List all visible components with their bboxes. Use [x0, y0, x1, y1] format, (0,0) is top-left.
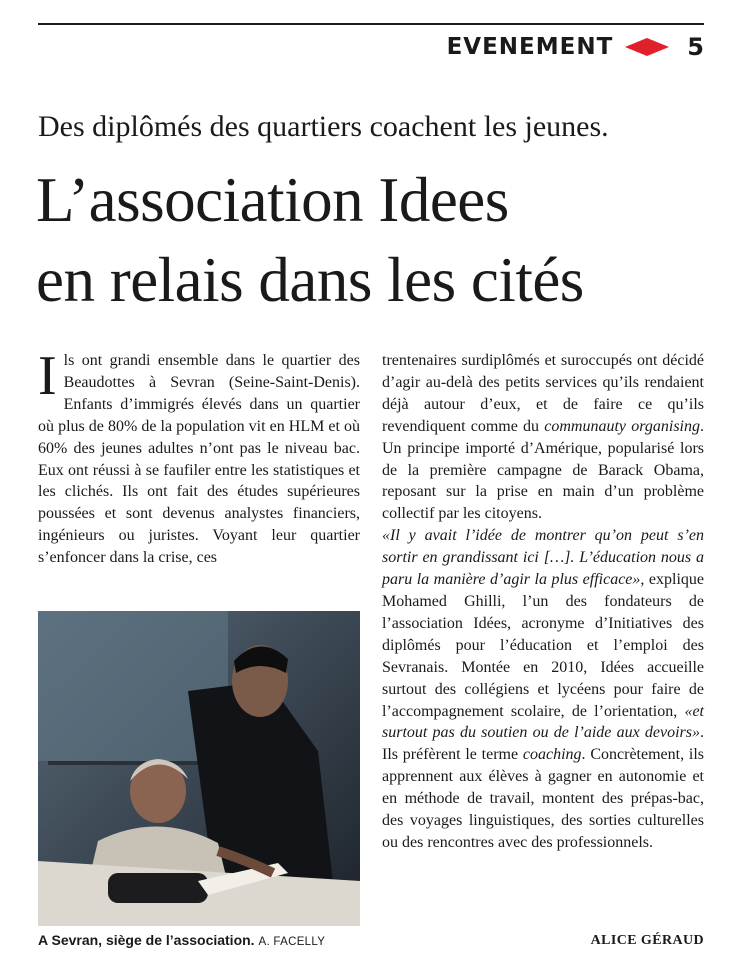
article-photo: [38, 611, 360, 926]
drop-cap: I: [38, 345, 57, 407]
caption-text: A Sevran, siège de l’association.: [38, 932, 255, 948]
section-name: EVENEMENT: [446, 34, 614, 60]
photo-caption: [38, 932, 368, 948]
quote: «et surtout pas du soutien ou de l’aide aux devoirs»: [382, 702, 704, 742]
italic-term: communauty organising: [544, 417, 700, 435]
headline-line-1: L’association Idees: [36, 165, 509, 235]
text-run: trentenaires surdiplômés et suroccupés ont décidé d’agir au-delà des petits services qu’ils rendaient déjà autour d’eux, et de faire ce qu’ils revendiquent comme du: [382, 352, 704, 435]
headline-line-2: en relais dans les cités: [36, 245, 584, 315]
section-header: [447, 32, 704, 62]
text-run: , explique Mohamed Ghilli, l’un des fondateurs de l’association Idées, acronyme d’Initiatives des diplômés pour l’éducation et l’emploi des Sevranais. Montée en 2010, Idées accueille surtout des collégiens et lycéens pour faire de l’accompagnement scolaire, de l’orientation,: [382, 571, 705, 720]
text-run: . Un principe importé d’Amérique, popularisé lors de la première campagne de Barack Obama, reposant sur la prise en main d’un problème collectif par les citoyens.: [382, 417, 704, 523]
article-kicker: Des diplômés des quartiers coachent les jeunes.: [38, 110, 609, 143]
italic-term: coaching: [522, 746, 582, 764]
page-number: 5: [687, 33, 704, 61]
column-2-paragraph-1: [382, 350, 704, 525]
top-rule: [38, 23, 704, 25]
author-byline: ALICE GÉRAUD: [590, 933, 704, 948]
quote: «Il y avait l’idée de montrer qu’on peut s’en sortir en grandissant ici […]. L’éducation nous a paru la manière d’agir la plus efficace»: [382, 527, 704, 589]
text-run: . Concrètement, ils apprennent aux élèves à gagner en autonomie et en méthode de travail, montent des prépas-bac, des voyages linguistiques, des sorties culturelles ou des rencontres avec des professionnels.: [382, 746, 704, 851]
text-run: . Ils préfèrent le terme: [382, 724, 704, 764]
column-2-paragraph-2: [382, 525, 704, 854]
article-headline: [36, 160, 716, 320]
article-column-1: [38, 345, 360, 569]
red-diamond-icon: [625, 38, 669, 56]
article-column-2: [382, 350, 704, 854]
column-1-paragraph: ls ont grandi ensemble dans le quartier des Beaudottes à Sevran (Seine-Saint-Denis). Enfants d’immigrés élevés dans un quartier où plus de 80% de la population vit en HLM et où 60% des jeunes adultes n’ont pas le niveau bac. Eux ont réussi à se faufiler entre les statistiques et les clichés. Ils ont fait des études supérieures poussées et sont devenus analystes financiers, ingénieurs ou juristes. Voyant leur quartier s’enfoncer dans la crise, ces: [38, 352, 360, 567]
photo-credit: A. FACELLY: [258, 936, 326, 948]
